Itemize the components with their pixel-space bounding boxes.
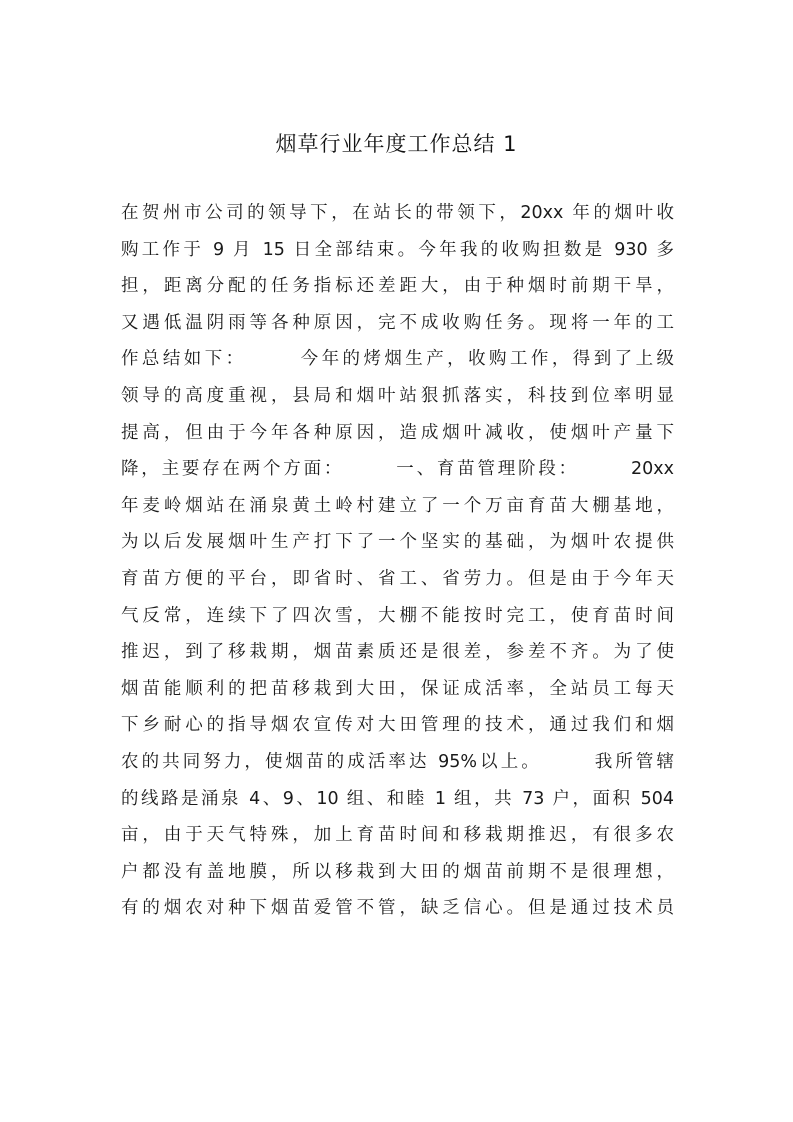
body-line: 年麦岭烟站在涌泉黄土岭村建立了一个万亩育苗大棚基地， <box>121 495 674 516</box>
body-line: 又遇低温阴雨等各种原因，完不成收购任务。现将一年的工 <box>121 312 674 333</box>
body-line: 下乡耐心的指导烟农宣传对大田管理的技术，通过我们和烟 <box>121 715 674 736</box>
body-line: 户都没有盖地膜，所以移栽到大田的烟苗前期不是很理想， <box>121 861 674 882</box>
body-line: 作总结如下： 今年的烤烟生产，收购工作，得到了上级 <box>121 349 674 370</box>
body-line: 育苗方便的平台，即省时、省工、省劳力。但是由于今年天 <box>121 568 674 589</box>
body-line: 为以后发展烟叶生产打下了一个坚实的基础，为烟叶农提供 <box>121 532 674 553</box>
body-line: 有的烟农对种下烟苗爱管不管，缺乏信心。但是通过技术员 <box>121 898 674 919</box>
body-line: 的线路是涌泉 4、9、10 组、和睦 1 组，共 73 户，面积 504 <box>121 788 674 809</box>
body-line: 气反常，连续下了四次雪，大棚不能按时完工，使育苗时间 <box>121 605 674 626</box>
body-line: 降，主要存在两个方面： 一、育苗管理阶段： 20xx <box>121 459 674 480</box>
body-line: 提高，但由于今年各种原因，造成烟叶减收，使烟叶产量下 <box>121 422 674 443</box>
body-line: 农的共同努力，使烟苗的成活率达 95%以上。 我所管辖 <box>121 751 674 772</box>
body-line: 烟苗能顺利的把苗移栽到大田，保证成活率，全站员工每天 <box>121 678 674 699</box>
body-line: 在贺州市公司的领导下，在站长的带领下，20xx 年的烟叶收 <box>121 203 674 223</box>
body-line: 推迟，到了移栽期，烟苗素质还是很差，参差不齐。为了使 <box>121 642 674 663</box>
document-title: 烟草行业年度工作总结 1 <box>275 132 518 156</box>
body-line: 购工作于 9 月 15 日全部结束。今年我的收购担数是 930 多 <box>121 239 674 260</box>
document-body <box>121 195 674 927</box>
body-line: 亩，由于天气特殊，加上育苗时间和移栽期推迟，有很多农 <box>121 825 674 846</box>
body-line: 担，距离分配的任务指标还差距大，由于种烟时前期干旱， <box>121 276 674 297</box>
body-line: 领导的高度重视，县局和烟叶站狠抓落实，科技到位率明显 <box>121 385 674 406</box>
